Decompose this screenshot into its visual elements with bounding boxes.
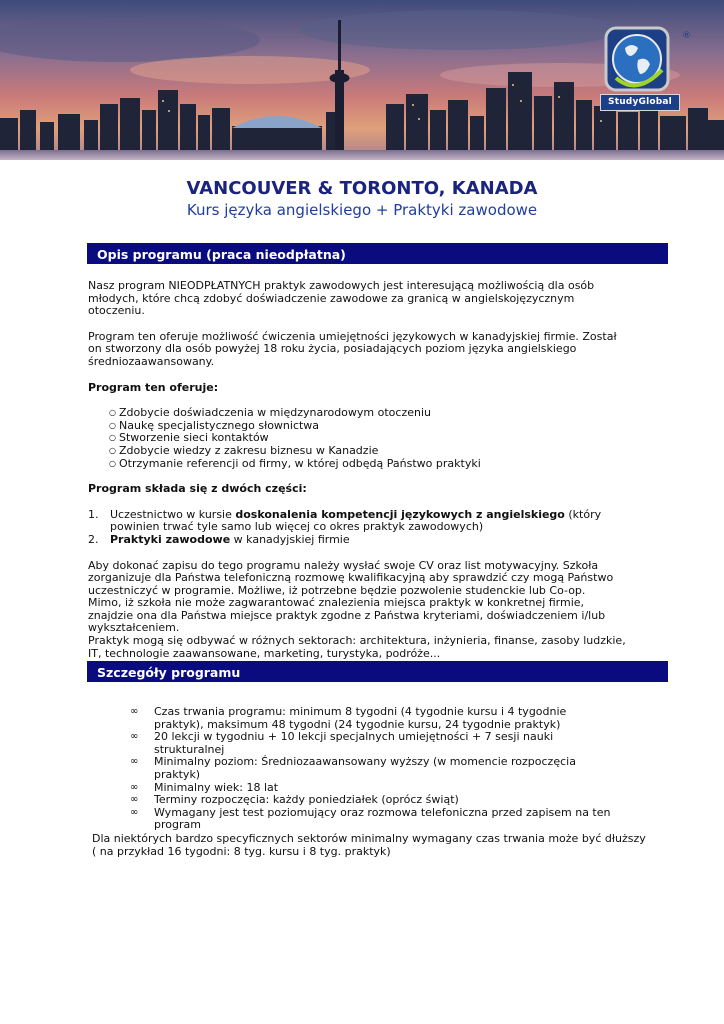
infinity-bullet-icon: ∞ xyxy=(130,756,139,768)
logo-text: StudyGlobal xyxy=(600,94,680,111)
paragraph-guarantee: Mimo, iż szkoła nie może zagwarantować znalezienia miejsca praktyk w konkretnej firmie, znajdzie ona dla Państwa miejsce praktyk zgodne z Państwa kryteriami, doświadczeniem i/lub wykształceniem. xyxy=(88,596,606,635)
paragraph-sectors: Praktyk mogą się odbywać w różnych sektorach: architektura, inżynieria, finanse, zasoby ludzkie, IT, technologie zaawansowane, marketing, turystyka, podróże... xyxy=(88,634,626,660)
infinity-bullet-icon: ∞ xyxy=(130,781,139,793)
paragraph-application: Aby dokonać zapisu do tego programu należy wysłać swoje CV oraz list motywacyjny. Szkoła zorganizuje dla Państwa telefoniczną rozmowę kwalifikacyjną aby sprawdzić czy mogą Państwo uczestniczyć w programie. Możliwe, iż potrzebne będzie pozwolenie studenckie lub Co-op. xyxy=(88,558,614,597)
section-note xyxy=(92,833,652,858)
circle-outline-bullet-icon: ○ xyxy=(109,433,116,443)
parts-list xyxy=(88,509,628,547)
section-program-details xyxy=(130,706,618,832)
svg-text:®: ® xyxy=(682,31,691,41)
parts-heading: Program składa się z dwóch części: xyxy=(88,482,307,496)
list-item: ∞ Minimalny wiek: 18 lat xyxy=(130,780,279,794)
list-item: ∞ Terminy rozpoczęcia: każdy poniedziałek (oprócz świąt) xyxy=(130,793,459,807)
details-list xyxy=(130,706,618,832)
title-block xyxy=(0,178,724,220)
page-subtitle: Kurs języka angielskiego + Praktyki zawodowe xyxy=(186,201,538,219)
globe-logo-icon xyxy=(598,20,708,100)
list-item: ∞ Wymagany jest test poziomujący oraz rozmowa telefoniczna przed zapisem na ten program xyxy=(130,805,611,832)
section-heading-program-description: Opis programu (praca nieodpłatna) xyxy=(87,243,668,264)
list-item: ∞ Minimalny poziom: Średniozaawansowany wyższy (w momencie rozpoczęcia praktyk) xyxy=(130,755,576,781)
list-item: ∞ 20 lekcji w tygodniu + 10 lekcji specjalnych umiejętności + 7 sesji nauki strukturalnej xyxy=(130,730,554,756)
list-item: ○ Zdobycie doświadczenia w międzynarodowym otoczeniu xyxy=(109,406,431,420)
infinity-bullet-icon: ∞ xyxy=(130,731,139,743)
list-item: ∞ Czas trwania programu: minimum 8 tygodni (4 tygodnie kursu i 4 tygodnie praktyk), maksimum 48 tygodni (24 tygodnie kursu, 24 tygodnie praktyk) xyxy=(130,705,567,731)
list-item: ○ Naukę specjalistycznego słownictwa xyxy=(109,418,320,432)
header-banner xyxy=(0,0,724,160)
list-item: ○ Stworzenie sieci kontaktów xyxy=(109,431,269,445)
paragraph-intro: Nasz program NIEODPŁATNYCH praktyk zawodowych jest interesującą możliwością dla osób młodych, które chcą zdobyć doświadczenie zawodowe za granicą w angielskojęzycznym otoczeniu. xyxy=(88,279,595,318)
offers-heading: Program ten oferuje: xyxy=(88,380,219,394)
list-item: ○ Otrzymanie referencji od firmy, w której odbędą Państwo praktyki xyxy=(109,456,481,470)
list-item: 2. Praktyki zawodowe w kanadyjskiej firmie xyxy=(88,532,350,546)
circle-outline-bullet-icon: ○ xyxy=(109,458,116,468)
section-heading-program-details: Szczegóły programu xyxy=(87,661,668,682)
note-line: ( na przykład 16 tygodni: 8 tyg. kursu i 8 tyg. praktyk) xyxy=(92,844,391,858)
infinity-bullet-icon: ∞ xyxy=(130,794,139,806)
list-item: ○ Zdobycie wiedzy z zakresu biznesu w Kanadzie xyxy=(109,443,379,457)
circle-outline-bullet-icon: ○ xyxy=(109,408,116,418)
circle-outline-bullet-icon: ○ xyxy=(109,420,116,430)
studyglobal-logo xyxy=(598,20,708,115)
paragraph-offer: Program ten oferuje możliwość ćwiczenia umiejętności językowych w kanadyjskiej firmie. Został on stworzony dla osób powyżej 18 roku życia, posiadających poziom języka angielskiego średniozaawansowany. xyxy=(88,329,617,368)
offers-list xyxy=(88,407,628,470)
infinity-bullet-icon: ∞ xyxy=(130,806,139,818)
infinity-bullet-icon: ∞ xyxy=(130,706,139,717)
note-line: Dla niektórych bardzo specyficznych sektorów minimalny wymagany czas trwania może być dłuższy xyxy=(92,832,646,845)
circle-outline-bullet-icon: ○ xyxy=(109,445,116,455)
list-item: 1. Uczestnictwo w kursie doskonalenia kompetencji językowych z angielskiego (który powinien trwać tyle samo lub więcej co okres praktyk zawodowych) xyxy=(88,507,602,534)
section-program-description xyxy=(88,280,628,660)
page-title: VANCOUVER & TORONTO, KANADA xyxy=(186,178,538,199)
